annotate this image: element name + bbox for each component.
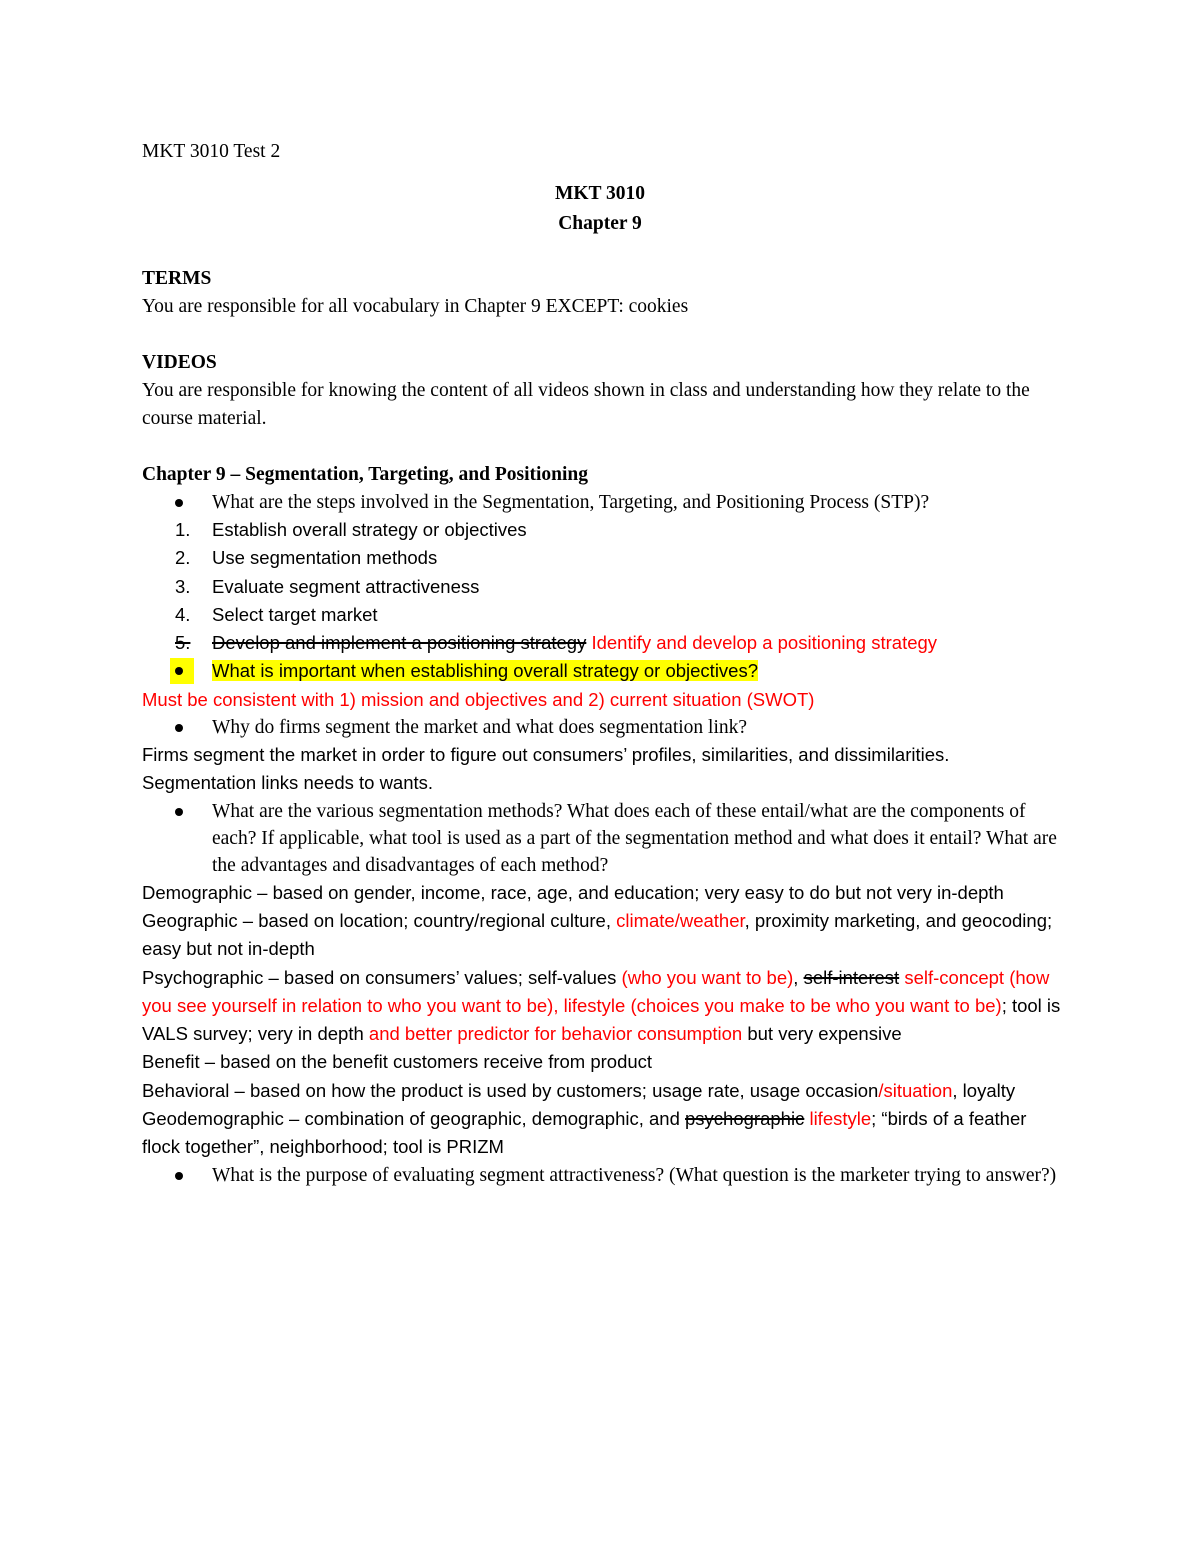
terms-text: You are responsible for all vocabulary in Chapter 9 EXCEPT: cookies	[142, 296, 689, 317]
method-text: but very expensive	[742, 1023, 902, 1045]
method-text: Behavioral – based on how the product is used by customers; usage rate, usage occasion	[142, 1079, 879, 1101]
videos-text: You are responsible for knowing the content of all videos shown in class and understanding how they relate to the course material.	[142, 380, 1030, 429]
revised-step-text: Identify and develop a positioning strategy	[591, 632, 938, 654]
step-number: 5.	[175, 632, 191, 654]
method-text: ; tool is VALS survey; very in depth	[142, 994, 1061, 1045]
method-benefit: Benefit – based on the benefit customers receive from product	[142, 1051, 653, 1073]
answer-text: Must be consistent with 1) mission and objectives and 2) current situation (SWOT)	[142, 688, 815, 710]
step-item-revised	[142, 629, 1067, 657]
question-text: Why do firms segment the market and what does segmentation link?	[212, 717, 748, 739]
question-text: What is important when establishing overall strategy or objectives?	[212, 660, 759, 682]
question-text: What are the various segmentation methods? What does each of these entail/what are the components of each? If applicable, what tool is used as a part of the segmentation method and what does it entail? What are the advantages and disadvantages of each method?	[212, 800, 1057, 876]
struck-text: self-interest	[803, 966, 900, 988]
step-text: Use segmentation methods	[212, 547, 438, 569]
step-text: Evaluate segment attractiveness	[212, 575, 480, 597]
method-geodemographic	[142, 1105, 1067, 1162]
method-text: ; “birds of a feather flock together”, neighborhood; tool is PRIZM	[142, 1108, 1027, 1158]
document-body	[142, 265, 1067, 1189]
added-text: lifestyle	[804, 1108, 872, 1130]
step-item	[142, 573, 1067, 601]
bullet-icon	[175, 724, 183, 732]
bullet-icon	[175, 1172, 183, 1180]
step-text: Select target market	[212, 603, 378, 625]
step-text: Establish overall strategy or objectives	[212, 519, 527, 540]
chapter-title: Chapter 9	[558, 213, 642, 234]
question-item	[142, 714, 1067, 741]
added-text: /situation	[878, 1079, 953, 1101]
step-number: 1.	[175, 519, 191, 540]
struck-text: psychographic	[685, 1108, 805, 1130]
answer-text: Firms segment the market in order to figure out consumers’ profiles, similarities, and dissimilarities. Segmentation links needs to wants.	[142, 744, 950, 794]
method-text: , proximity marketing, and geocoding; easy but not in-depth	[142, 909, 1053, 960]
added-text: self-concept (how you see yourself in relation to who you want to be), lifestyle (choices you make to be who you want to be)	[142, 966, 1050, 1016]
method-text: Psychographic – based on consumers’ values; self-values	[142, 966, 622, 988]
question-text: What is the purpose of evaluating segment attractiveness? (What question is the marketer trying to answer?)	[212, 1164, 1057, 1186]
struck-step-text: Develop and implement a positioning strategy	[212, 632, 587, 654]
question-item	[142, 489, 1067, 516]
question-item-highlighted	[142, 657, 1067, 685]
step-item	[142, 601, 1067, 629]
method-geographic	[142, 907, 1067, 964]
method-behavioral	[142, 1077, 1067, 1105]
method-text: , loyalty	[952, 1079, 1016, 1101]
question-item	[142, 798, 1067, 879]
terms-heading: TERMS	[142, 268, 212, 289]
step-number: 2.	[175, 547, 191, 569]
videos-heading: VIDEOS	[142, 352, 217, 373]
added-text: and better predictor for behavior consumption	[368, 1023, 743, 1045]
question-item	[142, 1162, 1067, 1189]
method-text: ,	[793, 966, 804, 988]
step-item	[142, 516, 1067, 544]
step-number: 4.	[175, 603, 191, 625]
question-text: What are the steps involved in the Segmentation, Targeting, and Positioning Process (STP)?	[212, 492, 930, 513]
method-demographic: Demographic – based on gender, income, race, age, and education; very easy to do but not very in-depth	[142, 881, 1004, 903]
page-header: MKT 3010 Test 2	[142, 141, 281, 162]
bullet-icon	[175, 499, 183, 507]
method-text: Geodemographic – combination of geographic, demographic, and	[142, 1108, 686, 1130]
added-text: climate/weather	[616, 909, 745, 931]
method-psychographic	[142, 964, 1067, 1049]
bullet-icon	[175, 808, 183, 816]
added-text: (who you want to be)	[621, 966, 794, 988]
step-number: 3.	[175, 575, 191, 597]
chapter-section-heading: Chapter 9 – Segmentation, Targeting, and Positioning	[142, 464, 589, 485]
method-text: Geographic – based on location; country/regional culture,	[142, 909, 617, 931]
course-title: MKT 3010	[554, 183, 646, 204]
step-item	[142, 544, 1067, 572]
